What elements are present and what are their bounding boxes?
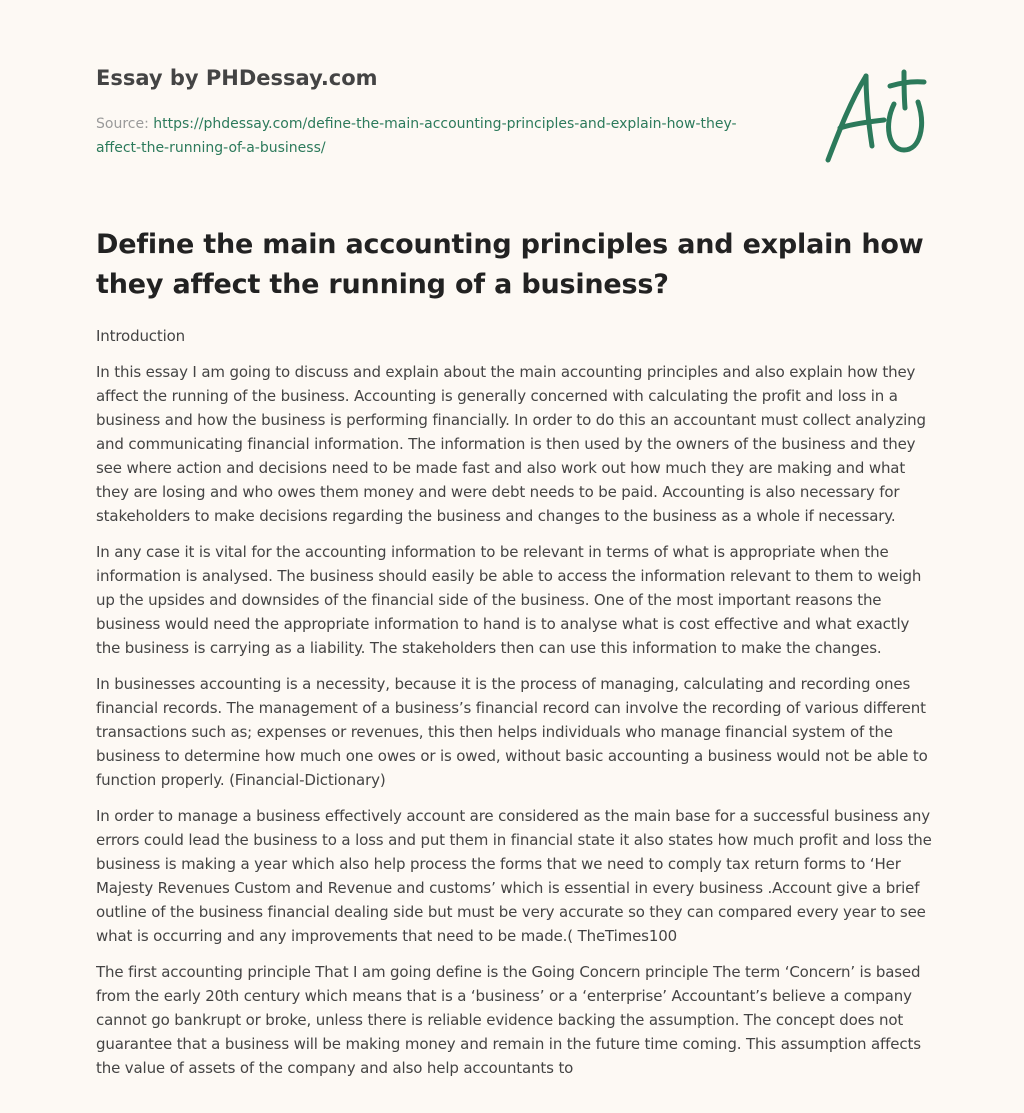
essay-body — [96, 324, 932, 1092]
essay-page — [96, 0, 932, 1113]
source-line — [96, 112, 776, 160]
paragraph: In any case it is vital for the accounting information to be relevant in terms of what is appropriate when the information is analysed. The business should easily be able to access the information relevant to them to weigh up the upsides and downsides of the financial side of the business. One of the most important reasons the business would need the appropriate information to hand is to analyse what is cost effective and what exactly the business is carrying as a liability. The stakeholders then can use this information to make the changes. — [96, 543, 922, 657]
paragraph: In this essay I am going to discuss and explain about the main accounting principles and also explain how they affect the running of the business. Accounting is generally concerned with calculating the profit and loss in a business and how the business is performing financially. In order to do this an accountant must collect analyzing and communicating financial information. The information is then used by the owners of the business and they see where action and decisions need to be made fast and also work out how much they are making and what they are losing and who owes them money and were debt needs to be paid. Accounting is also necessary for stakeholders to make decisions regarding the business and changes to the business as a whole if necessary. — [96, 363, 926, 525]
paragraph: The first accounting principle That I am going define is the Going Concern principle The term ‘Concern’ is based from the early 20th century which means that is a ‘business’ or a ‘enterprise’ Accountant’s believe a company cannot go bankrupt or broke, unless there is reliable evidence backing the assumption. The concept does not guarantee that a business will be making money and remain in the future time coming. This assumption affects the value of assets of the company and also help accountants to — [96, 963, 921, 1077]
paragraph: In order to manage a business effectively account are considered as the main base for a successful business any errors could lead the business to a loss and put them in financial state it also states how much profit and loss the business is making a year which also help process the forms that we need to comply tax return forms to ‘Her Majesty Revenues Custom and Revenue and customs’ which is essential in every business .Account give a brief outline of the business financial dealing side but must be very accurate so they can compared every year to see what is occurring and any improvements that need to be made.( TheTimes100 — [96, 807, 932, 945]
paragraph-introduction: Introduction — [96, 327, 186, 345]
source-label: Source: — [96, 116, 154, 132]
a-plus-logo-icon — [822, 66, 932, 166]
paragraph: In businesses accounting is a necessity, because it is the process of managing, calculating and recording ones financial records. The management of a business’s financial record can involve the recording of various different transactions such as; expenses or revenues, this then helps individuals who manage financial system of the business to determine how much one owes or is owed, without basic accounting a business would not be able to function properly. (Financial-Dictionary) — [96, 675, 928, 789]
source-link[interactable]: https://phdessay.com/define-the-main-accounting-principles-and-explain-how-they-affect-the-running-of-a-business/ — [96, 116, 737, 156]
essay-title: Define the main accounting principles and explain how they affect the running of a business? — [96, 229, 924, 300]
site-brand: Essay by PHDessay.com — [96, 66, 378, 90]
